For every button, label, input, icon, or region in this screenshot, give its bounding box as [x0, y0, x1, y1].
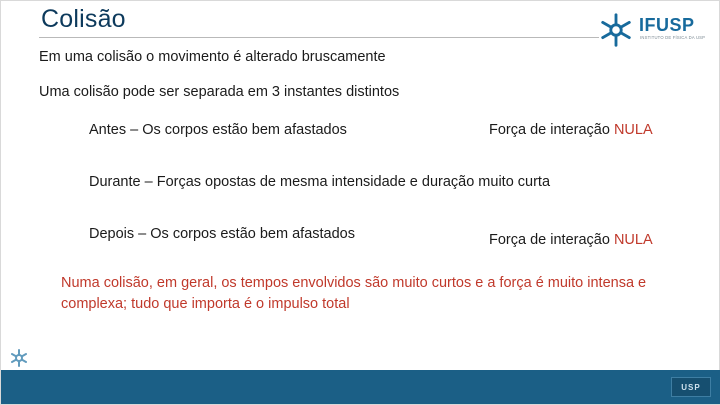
- text-separation: Uma colisão pode ser separada em 3 instantes distintos: [39, 84, 400, 100]
- text-during: Durante – Forças opostas de mesma intensidade e duração muito curta: [89, 174, 551, 190]
- text-after: Depois – Os corpos estão bem afastados: [89, 226, 355, 242]
- after-force-value: NULA: [613, 232, 653, 248]
- footer-bar: [1, 370, 720, 404]
- logo-text: IFUSP: [639, 15, 695, 35]
- usp-logo: USP: [671, 377, 711, 397]
- logo-subtitle: INSTITUTO DE FÍSICA DA USP: [640, 35, 706, 40]
- ifusp-logo: [597, 9, 707, 53]
- text-intro: Em uma colisão o movimento é alterado bruscamente: [39, 49, 386, 65]
- title-divider: [39, 37, 599, 38]
- before-force-label: Força de interação: [489, 122, 614, 138]
- text-highlight: Numa colisão, em geral, os tempos envolvidos são muito curtos e a força é muito intensa e complexa; tudo que importa é o impulso total: [61, 275, 647, 313]
- text-before: Antes – Os corpos estão bem afastados: [89, 122, 347, 138]
- page-title: Colisão: [41, 5, 126, 33]
- text-after-force: [489, 231, 653, 249]
- after-force-label: Força de interação: [489, 232, 614, 248]
- text-before-force: [489, 121, 653, 139]
- footer-atom-icon: [9, 348, 29, 368]
- before-force-value: NULA: [613, 122, 653, 138]
- atom-icon: [597, 11, 635, 49]
